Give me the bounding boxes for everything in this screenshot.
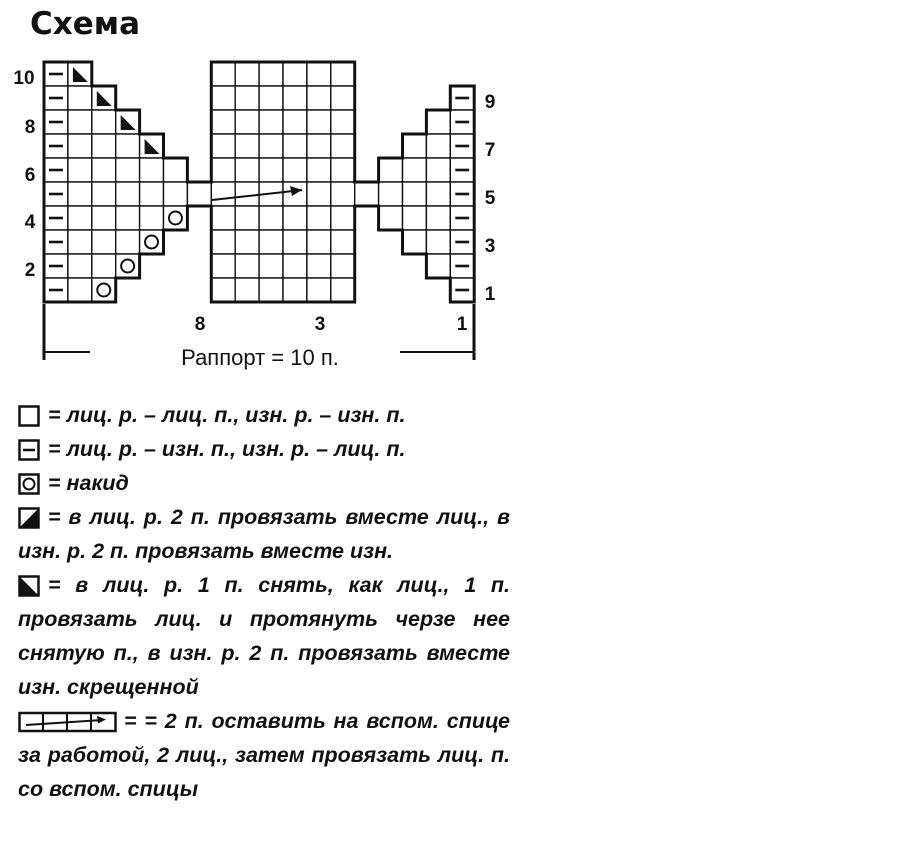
- chart-cell: [307, 110, 331, 134]
- chart-cell: [92, 278, 116, 302]
- rapport-label: Раппорт = 10 п.: [181, 345, 339, 370]
- chart-cell: [44, 62, 68, 86]
- chart-cell: [379, 182, 403, 206]
- chart-cell: [331, 134, 355, 158]
- chart-cell: [92, 182, 116, 206]
- chart-cell: [307, 134, 331, 158]
- legend-text: = = 2 п. оставить на вспом. спице за работой, 2 лиц., затем провязать лиц. п. со вспом. спицы: [18, 709, 510, 801]
- chart-cell: [116, 158, 140, 182]
- k2tog-icon: [18, 507, 40, 529]
- chart-cell: [140, 206, 164, 230]
- chart-cell: [235, 206, 259, 230]
- chart-cell: [68, 86, 92, 110]
- dash-square-icon: [18, 439, 40, 461]
- chart-cell: [307, 278, 331, 302]
- chart-cell: [235, 110, 259, 134]
- yarn-over-icon: [18, 473, 40, 495]
- row-label-6: 6: [24, 165, 36, 186]
- chart-cell: [211, 134, 235, 158]
- ssk-icon: [18, 575, 40, 597]
- chart-cell: [307, 62, 331, 86]
- empty-square-icon: [18, 405, 40, 427]
- chart-cell: [379, 206, 403, 230]
- row-label-5: 5: [484, 188, 496, 209]
- chart-cell: [68, 134, 92, 158]
- chart-cell: [68, 278, 92, 302]
- legend-text: = в лиц. р. 1 п. снять, как лиц., 1 п. провязать лиц. и протянуть черзе нее снятую п., в изн. р. 2 п. провязать вместе изн. скрещенной: [18, 573, 510, 699]
- chart-cell: [68, 158, 92, 182]
- chart-cell: [235, 254, 259, 278]
- legend-text: = лиц. р. – лиц. п., изн. р. – изн. п.: [48, 403, 406, 427]
- column-label-3: 3: [314, 314, 326, 335]
- row-label-1: 1: [484, 284, 496, 305]
- chart-cell: [283, 62, 307, 86]
- chart-cell: [259, 158, 283, 182]
- chart-cell: [116, 206, 140, 230]
- chart-cell: [116, 230, 140, 254]
- chart-cell: [235, 182, 259, 206]
- chart-cell: [450, 254, 474, 278]
- chart-cell: [331, 206, 355, 230]
- column-label-8: 8: [194, 314, 206, 335]
- chart-cell: [259, 62, 283, 86]
- chart-grid: [44, 62, 474, 302]
- chart-cell: [235, 134, 259, 158]
- chart-cell: [450, 86, 474, 110]
- chart-cell: [259, 86, 283, 110]
- chart-cell: [331, 254, 355, 278]
- chart-cell: [92, 110, 116, 134]
- legend-item-cable: [18, 704, 510, 806]
- chart-cell: [44, 230, 68, 254]
- chart-cell: [283, 86, 307, 110]
- chart-cell: [211, 182, 235, 206]
- chart-cell: [259, 230, 283, 254]
- chart-cell: [211, 278, 235, 302]
- chart-cell: [140, 134, 164, 158]
- chart-cell: [44, 158, 68, 182]
- chart-cell: [283, 158, 307, 182]
- chart-cell: [283, 110, 307, 134]
- chart-cell: [426, 134, 450, 158]
- chart-cell: [283, 206, 307, 230]
- chart-cell: [355, 182, 379, 206]
- chart-cell: [403, 206, 427, 230]
- knitting-chart: [0, 0, 900, 392]
- chart-cell: [44, 206, 68, 230]
- chart-cell: [44, 110, 68, 134]
- chart-cell: [283, 254, 307, 278]
- column-label-1: 1: [456, 314, 468, 335]
- chart-cell: [450, 134, 474, 158]
- chart-cell: [307, 86, 331, 110]
- chart-cell: [140, 230, 164, 254]
- chart-cell: [92, 86, 116, 110]
- row-label-3: 3: [484, 236, 496, 257]
- row-label-2: 2: [24, 260, 36, 281]
- chart-cell: [211, 86, 235, 110]
- legend-item-yarn-over: [18, 466, 510, 500]
- chart-cell: [92, 134, 116, 158]
- chart-cell: [259, 254, 283, 278]
- chart-cell: [92, 158, 116, 182]
- chart-cell: [450, 230, 474, 254]
- chart-cell: [164, 182, 188, 206]
- chart-cell: [211, 62, 235, 86]
- cable-icon: [18, 711, 118, 733]
- chart-cell: [331, 182, 355, 206]
- chart-cell: [307, 254, 331, 278]
- chart-cell: [44, 278, 68, 302]
- legend-text: = в лиц. р. 2 п. провязать вместе лиц., в изн. р. 2 п. провязать вместе изн.: [18, 505, 510, 563]
- chart-cell: [426, 110, 450, 134]
- chart-cell: [259, 110, 283, 134]
- chart-cell: [331, 110, 355, 134]
- row-label-10: 10: [13, 68, 35, 89]
- chart-cell: [211, 110, 235, 134]
- chart-cell: [68, 62, 92, 86]
- chart-cell: [211, 206, 235, 230]
- legend: [18, 398, 510, 806]
- chart-cell: [116, 254, 140, 278]
- chart-cell: [450, 206, 474, 230]
- chart-cell: [331, 86, 355, 110]
- chart-cell: [164, 206, 188, 230]
- chart-cell: [450, 110, 474, 134]
- chart-cell: [140, 182, 164, 206]
- legend-item-k2tog: [18, 500, 510, 568]
- chart-cell: [68, 230, 92, 254]
- chart-cell: [450, 158, 474, 182]
- chart-cell: [426, 230, 450, 254]
- chart-cell: [116, 134, 140, 158]
- chart-cell: [92, 230, 116, 254]
- chart-cell: [307, 230, 331, 254]
- chart-cell: [140, 158, 164, 182]
- chart-cell: [331, 230, 355, 254]
- chart-cell: [283, 278, 307, 302]
- chart-cell: [259, 278, 283, 302]
- chart-cell: [307, 158, 331, 182]
- chart-cell: [44, 182, 68, 206]
- chart-cell: [331, 278, 355, 302]
- chart-cell: [68, 254, 92, 278]
- chart-cell: [92, 206, 116, 230]
- chart-cell: [403, 182, 427, 206]
- chart-cell: [92, 254, 116, 278]
- chart-cell: [235, 62, 259, 86]
- chart-cell: [116, 110, 140, 134]
- chart-cell: [211, 158, 235, 182]
- row-label-9: 9: [484, 92, 496, 113]
- chart-cell: [283, 134, 307, 158]
- chart-cell: [403, 158, 427, 182]
- chart-cell: [116, 182, 140, 206]
- chart-cell: [68, 206, 92, 230]
- chart-cell: [331, 62, 355, 86]
- legend-item-purl: [18, 432, 510, 466]
- chart-cell: [379, 158, 403, 182]
- legend-text: = накид: [48, 471, 129, 495]
- chart-cell: [235, 86, 259, 110]
- chart-cell: [450, 278, 474, 302]
- chart-cell: [235, 158, 259, 182]
- chart-cell: [235, 278, 259, 302]
- chart-title: Схема: [30, 6, 141, 42]
- chart-cell: [44, 86, 68, 110]
- legend-item-knit: [18, 398, 510, 432]
- chart-cell: [68, 182, 92, 206]
- chart-cell: [426, 206, 450, 230]
- row-label-4: 4: [24, 212, 36, 233]
- row-label-7: 7: [484, 140, 496, 161]
- chart-cell: [211, 254, 235, 278]
- row-label-8: 8: [24, 117, 36, 138]
- chart-cell: [44, 134, 68, 158]
- chart-cell: [426, 182, 450, 206]
- chart-cell: [211, 230, 235, 254]
- chart-cell: [331, 158, 355, 182]
- chart-cell: [68, 110, 92, 134]
- chart-cell: [307, 206, 331, 230]
- chart-cell: [259, 134, 283, 158]
- chart-cell: [426, 254, 450, 278]
- chart-cell: [235, 230, 259, 254]
- chart-cell: [450, 182, 474, 206]
- chart-cell: [187, 182, 211, 206]
- chart-cell: [164, 158, 188, 182]
- legend-text: = лиц. р. – изн. п., изн. р. – лиц. п.: [48, 437, 406, 461]
- chart-cell: [307, 182, 331, 206]
- chart-cell: [403, 134, 427, 158]
- chart-cell: [283, 230, 307, 254]
- chart-cell: [259, 206, 283, 230]
- legend-item-ssk: [18, 568, 510, 704]
- chart-cell: [403, 230, 427, 254]
- chart-cell: [44, 254, 68, 278]
- chart-cell: [426, 158, 450, 182]
